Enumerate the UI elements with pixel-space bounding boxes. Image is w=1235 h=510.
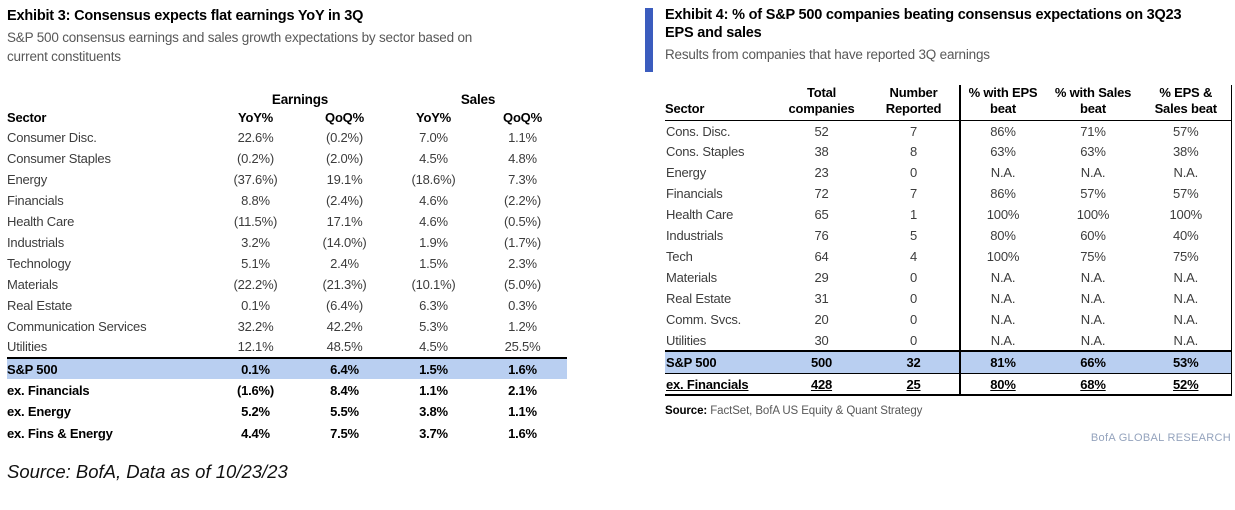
value-cell: 17.1% [326, 213, 363, 229]
table-row [665, 373, 1231, 395]
value-cell: 0.3% [508, 297, 537, 313]
value-cell: 4.5% [419, 339, 448, 355]
table-row [665, 330, 1231, 351]
sector-cell: ex. Fins & Energy [7, 425, 113, 441]
table-row [665, 309, 1231, 330]
sector-cell: Health Care [7, 213, 75, 229]
table-row [665, 183, 1231, 204]
value-cell: 80% [960, 225, 1045, 246]
value-cell: 0 [909, 312, 918, 328]
column-header-sales-qoq: QoQ% [503, 110, 542, 126]
sector-cell: Energy [666, 165, 706, 181]
value-cell: N.A. [1141, 330, 1231, 351]
value-cell: 428 [775, 373, 868, 395]
value-cell: 1.2% [508, 318, 537, 334]
value-cell: 25.5% [504, 339, 541, 355]
sector-cell: Financials [666, 186, 723, 202]
value-cell: 3.7% [419, 425, 448, 441]
value-cell: 42.2% [326, 318, 363, 334]
table-row [7, 232, 567, 253]
value-cell: 0 [909, 270, 918, 286]
value-cell: 30 [814, 332, 829, 348]
value-cell: (2.2%) [503, 192, 542, 208]
value-cell: 72 [814, 186, 829, 202]
exhibit3-panel [7, 7, 617, 483]
sector-cell: Consumer Staples [7, 150, 111, 166]
table-row [665, 288, 1231, 309]
value-cell: 40% [1141, 225, 1231, 246]
value-cell: 25 [868, 373, 960, 395]
sector-cell: S&P 500 [665, 351, 775, 373]
value-cell: 31 [814, 291, 829, 307]
value-cell: 52 [814, 123, 829, 139]
value-cell: 7.5% [330, 425, 359, 441]
value-cell: 8.8% [241, 192, 270, 208]
value-cell: 7.3% [508, 171, 537, 187]
column-header-sector: Sector [7, 110, 47, 126]
value-cell: N.A. [1141, 267, 1231, 288]
exhibit3-summary-rows [7, 358, 567, 444]
table-row [7, 358, 567, 380]
value-cell: (1.7%) [503, 234, 542, 250]
value-cell: 4.4% [241, 425, 270, 441]
value-cell: 4.6% [419, 213, 448, 229]
table-row [665, 267, 1231, 288]
column-header-number-reported: Number Reported [885, 85, 942, 116]
value-cell: 86% [960, 183, 1045, 204]
sector-cell: Financials [7, 192, 64, 208]
sector-cell: ex. Energy [7, 404, 71, 420]
table-row [665, 225, 1231, 246]
value-cell: 57% [1080, 186, 1106, 202]
table-row [7, 253, 567, 274]
value-cell: 38 [814, 144, 829, 160]
sector-cell: Consumer Disc. [7, 129, 97, 145]
value-cell: (14.0%) [322, 234, 367, 250]
value-cell: 6.4% [300, 358, 389, 380]
value-cell: 1.5% [419, 255, 448, 271]
table-row [665, 162, 1231, 183]
value-cell: (2.4%) [325, 192, 364, 208]
sector-cell: ex. Financials [665, 373, 775, 395]
value-cell: 1.1% [508, 129, 537, 145]
value-cell: N.A. [960, 309, 1045, 330]
value-cell: 100% [1076, 207, 1110, 223]
value-cell: 100% [1141, 204, 1231, 225]
value-cell: N.A. [960, 267, 1045, 288]
column-header-earnings-qoq: QoQ% [325, 110, 364, 126]
value-cell: 100% [960, 246, 1045, 267]
sector-cell: Technology [7, 255, 71, 271]
column-header-eps-and-sales-beat: % EPS & Sales beat [1141, 85, 1231, 120]
column-header-sector: Sector [665, 101, 705, 116]
value-cell: 0 [909, 165, 918, 181]
value-cell: 0.1% [241, 297, 270, 313]
sector-cell: Communication Services [7, 318, 147, 334]
value-cell: (10.1%) [411, 276, 456, 292]
sector-cell: ex. Financials [7, 382, 90, 398]
value-cell: 4.6% [419, 192, 448, 208]
value-cell: (11.5%) [233, 213, 278, 229]
value-cell: N.A. [1080, 332, 1106, 348]
exhibit4-panel [645, 6, 1235, 444]
bofa-global-research-watermark: BofA GLOBAL RESEARCH [1090, 432, 1231, 445]
value-cell: 3.8% [419, 404, 448, 420]
table-row [7, 211, 567, 232]
value-cell: 65 [814, 207, 829, 223]
sector-cell: Energy [7, 171, 47, 187]
exhibit3-subtitle: S&P 500 consensus earnings and sales growth expectations by sector based on current constituents [7, 30, 473, 65]
value-cell: (1.6%) [236, 382, 275, 398]
value-cell: (5.0%) [503, 276, 542, 292]
value-cell: 20 [814, 312, 829, 328]
value-cell: 68% [1045, 373, 1141, 395]
value-cell: (21.3%) [322, 276, 367, 292]
exhibit3-sector-rows [7, 127, 567, 358]
table-row [665, 204, 1231, 225]
value-cell: 48.5% [326, 339, 363, 355]
value-cell: 64 [814, 249, 829, 265]
value-cell: 22.6% [237, 129, 274, 145]
value-cell: 1.6% [508, 425, 537, 441]
value-cell: 4.8% [508, 150, 537, 166]
table-row [7, 295, 567, 316]
value-cell: (2.0%) [325, 150, 364, 166]
table-row [7, 127, 567, 148]
value-cell: 5.2% [241, 404, 270, 420]
value-cell: 1.9% [419, 234, 448, 250]
value-cell: 7 [909, 186, 918, 202]
value-cell: 100% [960, 204, 1045, 225]
table-row [665, 246, 1231, 267]
exhibit4-table [665, 85, 1232, 396]
value-cell: 38% [1141, 141, 1231, 162]
sector-cell: S&P 500 [7, 358, 211, 380]
value-cell: 52% [1141, 373, 1231, 395]
exhibit4-summary-rows [665, 351, 1231, 395]
source-text: FactSet, BofA US Equity & Quant Strategy [710, 405, 923, 418]
value-cell: N.A. [1080, 291, 1106, 307]
table-row [7, 422, 567, 444]
value-cell: 8 [909, 144, 918, 160]
exhibit4-sector-rows [665, 120, 1231, 351]
table-row [7, 148, 567, 169]
table-row [7, 379, 567, 401]
value-cell: 1.1% [508, 404, 537, 420]
value-cell: 500 [775, 351, 868, 373]
value-cell: 57% [1141, 183, 1231, 204]
value-cell: N.A. [1141, 309, 1231, 330]
sector-cell: Utilities [666, 332, 707, 348]
value-cell: 71% [1080, 123, 1106, 139]
table-row [7, 274, 567, 295]
sector-cell: Health Care [666, 207, 734, 223]
value-cell: 2.1% [508, 382, 537, 398]
value-cell: 0 [909, 332, 918, 348]
exhibit3-table [7, 91, 567, 444]
table-row [7, 316, 567, 337]
value-cell: (6.4%) [325, 297, 364, 313]
sector-cell: Materials [666, 270, 717, 286]
value-cell: 2.3% [508, 255, 537, 271]
value-cell: (18.6%) [411, 171, 456, 187]
value-cell: N.A. [1080, 312, 1106, 328]
table-row [7, 169, 567, 190]
sector-cell: Cons. Staples [666, 144, 745, 160]
column-header-eps-beat: % with EPS beat [960, 85, 1045, 120]
exhibit3-title: Exhibit 3: Consensus expects flat earnings YoY in 3Q [7, 8, 364, 24]
value-cell: 6.3% [419, 297, 448, 313]
value-cell: 63% [960, 141, 1045, 162]
value-cell: N.A. [1141, 162, 1231, 183]
sector-cell: Materials [7, 276, 58, 292]
sector-cell: Real Estate [666, 291, 732, 307]
sector-cell: Industrials [666, 228, 724, 244]
value-cell: 0.1% [211, 358, 300, 380]
value-cell: 80% [960, 373, 1045, 395]
exhibit4-source-note [665, 405, 1235, 417]
table-row [665, 120, 1231, 141]
exhibit-accent-bar [645, 8, 653, 72]
value-cell: 23 [814, 165, 829, 181]
group-header-row [7, 91, 567, 109]
value-cell: 1 [909, 207, 918, 223]
column-header-sales-yoy: YoY% [415, 110, 452, 126]
value-cell: (0.2%) [325, 129, 364, 145]
table-row [7, 190, 567, 211]
value-cell: 32.2% [237, 318, 274, 334]
value-cell: 5.5% [330, 404, 359, 420]
value-cell: 53% [1141, 351, 1231, 373]
value-cell: 76 [814, 228, 829, 244]
value-cell: 75% [1080, 249, 1106, 265]
value-cell: 5.1% [241, 255, 270, 271]
value-cell: (0.5%) [503, 213, 542, 229]
value-cell: 8.4% [330, 382, 359, 398]
value-cell: N.A. [1080, 165, 1106, 181]
value-cell: N.A. [960, 330, 1045, 351]
group-header-sales: Sales [460, 92, 496, 108]
sector-cell: Tech [666, 249, 693, 265]
value-cell: 29 [814, 270, 829, 286]
column-header-total-companies: Total companies [788, 85, 855, 116]
value-cell: 2.4% [330, 255, 359, 271]
column-header-row [7, 109, 567, 127]
value-cell: N.A. [960, 162, 1045, 183]
value-cell: 4 [909, 249, 918, 265]
column-header-row [665, 85, 1231, 120]
value-cell: 12.1% [237, 339, 274, 355]
sector-cell: Cons. Disc. [666, 123, 731, 139]
exhibit4-subtitle: Results from companies that have reported 3Q earnings [665, 47, 990, 63]
sector-cell: Utilities [7, 339, 48, 355]
exhibit3-source-note: Source: BofA, Data as of 10/23/23 [7, 460, 288, 482]
exhibit4-title: Exhibit 4: % of S&P 500 companies beating consensus expectations on 3Q23 EPS and sales [665, 7, 1182, 42]
value-cell: N.A. [1141, 288, 1231, 309]
value-cell: 4.5% [419, 150, 448, 166]
value-cell: 81% [960, 351, 1045, 373]
value-cell: 86% [960, 120, 1045, 141]
empty-header-cell [7, 91, 211, 109]
group-header-earnings: Earnings [271, 92, 329, 108]
value-cell: 1.1% [419, 382, 448, 398]
value-cell: 5 [909, 228, 918, 244]
value-cell: 7 [909, 123, 918, 139]
value-cell: 32 [868, 351, 960, 373]
table-row [665, 351, 1231, 373]
value-cell: (22.2%) [233, 276, 278, 292]
value-cell: N.A. [960, 288, 1045, 309]
sector-cell: Real Estate [7, 297, 73, 313]
value-cell: 57% [1141, 120, 1231, 141]
value-cell: 19.1% [326, 171, 363, 187]
value-cell: 1.5% [389, 358, 478, 380]
sector-cell: Comm. Svcs. [666, 312, 742, 328]
table-row [665, 141, 1231, 162]
value-cell: 63% [1080, 144, 1106, 160]
value-cell: (37.6%) [233, 171, 278, 187]
column-header-sales-beat: % with Sales beat [1054, 85, 1132, 116]
value-cell: 7.0% [419, 129, 448, 145]
value-cell: N.A. [1080, 270, 1106, 286]
value-cell: 3.2% [241, 234, 270, 250]
value-cell: 75% [1141, 246, 1231, 267]
table-row [7, 401, 567, 423]
value-cell: 5.3% [419, 318, 448, 334]
source-label: Source: [665, 405, 708, 418]
value-cell: 60% [1080, 228, 1106, 244]
value-cell: 66% [1045, 351, 1141, 373]
value-cell: 0 [909, 291, 918, 307]
exhibit4-header [665, 6, 1231, 65]
value-cell: 1.6% [478, 358, 567, 380]
table-row [7, 337, 567, 358]
column-header-earnings-yoy: YoY% [237, 110, 274, 126]
value-cell: (0.2%) [236, 150, 275, 166]
sector-cell: Industrials [7, 234, 65, 250]
